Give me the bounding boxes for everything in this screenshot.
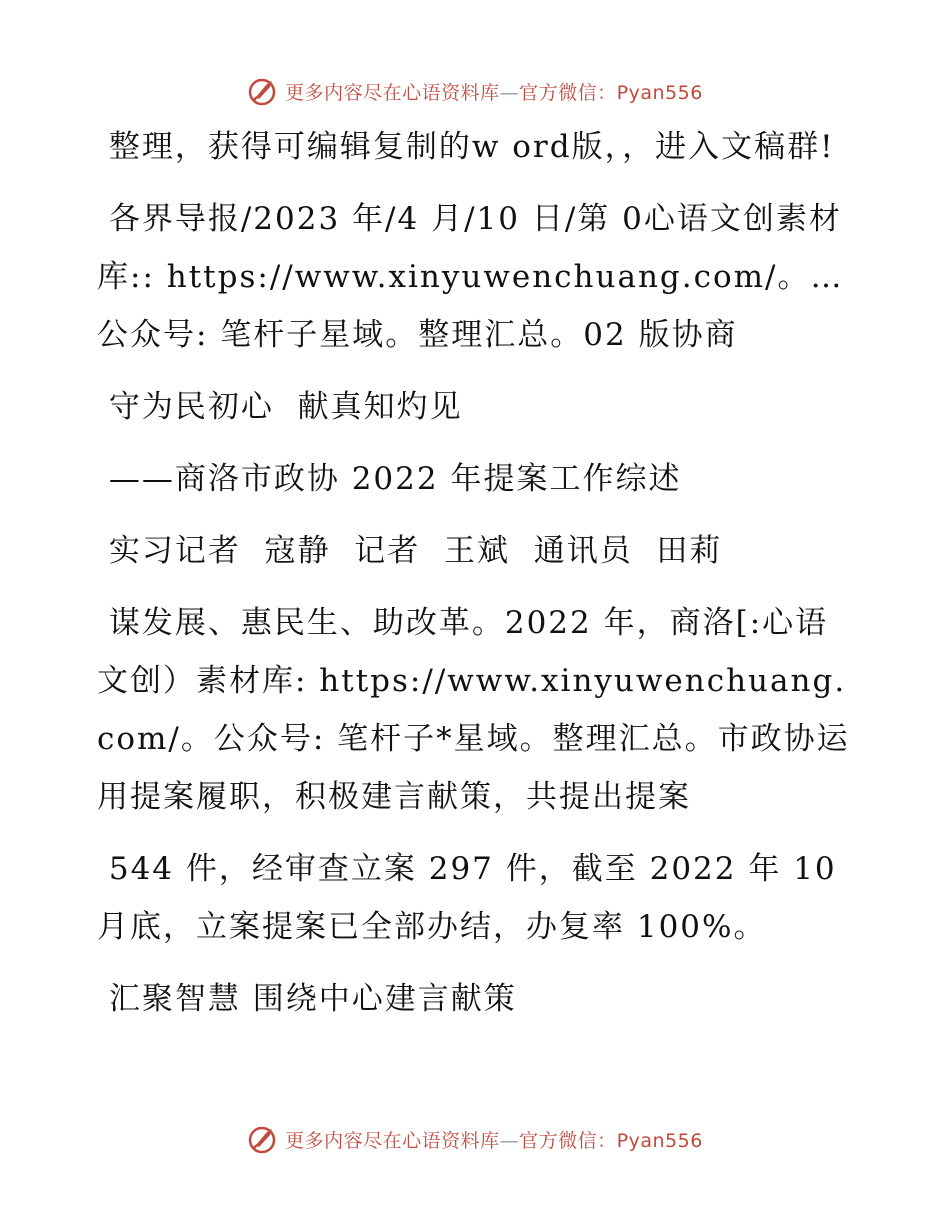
watermark-text: 更多内容尽在心语资料库—官方微信：Pyan556 [285,1129,703,1152]
article-title: 守为民初心 献真知灼见 [97,389,463,425]
pen-nib-logo-icon [247,1123,279,1155]
paragraph-source: 各界导报/2023 年/4 月/10 日/第 0心语文创素材库:: https://www.xinyuwenchuang.com/。…公众号: 笔杆子星域。整理汇总。02 版协商 [97,201,844,353]
watermark-text: 更多内容尽在心语资料库—官方微信：Pyan556 [285,81,703,104]
paragraph-stats: 544 件，经审查立案 297 件，截至 2022 年 10 月底，立案提案已全部办结，办复率 100%。 [97,851,849,945]
header-watermark [0,74,950,108]
paragraph-intro: 整理，获得可编辑复制的w ord版，，进入文稿群! [97,129,835,165]
footer-watermark [0,1122,950,1156]
section-heading: 汇聚智慧 围绕中心建言献策 [97,981,517,1017]
article-byline: 实习记者 寇静 记者 王斌 通讯员 田莉 [97,533,723,569]
article-subtitle: ——商洛市政协 2022 年提案工作综述 [97,461,682,497]
paragraph-body: 谋发展、惠民生、助改革。2022 年，商洛[:心语文创）素材库: https://www.xinyuwenchuang.com/。公众号: 笔杆子*星域。整理汇总。市政协运用提案履职，积极建言献策，共提出提案 [97,605,850,815]
document-body [97,118,857,1042]
pen-nib-logo-icon [247,75,279,107]
